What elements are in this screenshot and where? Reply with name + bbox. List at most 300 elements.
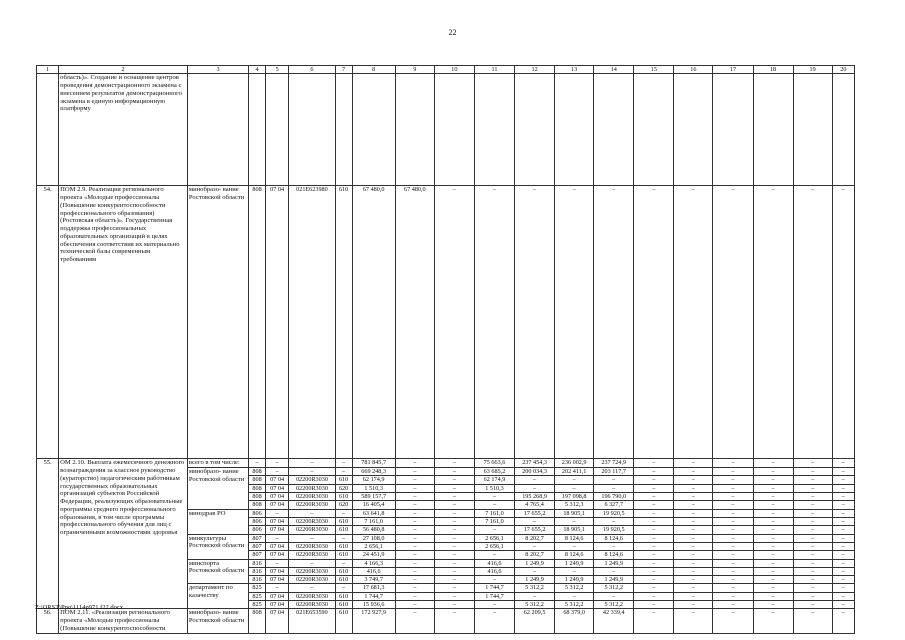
amount-cell: – (434, 592, 474, 600)
row-number-cell (37, 74, 59, 186)
budget-code-cell: 610 (335, 186, 352, 459)
amount-cell: – (634, 517, 674, 525)
amount-cell: 02200R3030 (289, 501, 335, 509)
amount-cell: – (634, 476, 674, 484)
budget-table (36, 65, 855, 634)
column-number-header: 16 (674, 66, 713, 74)
amount-cell: 8 124,6 (555, 551, 594, 559)
amount-cell: 1 249,9 (594, 559, 634, 567)
amount-cell: – (753, 551, 793, 559)
amount-cell: – (832, 584, 854, 592)
column-number-header: 11 (474, 66, 514, 74)
amount-cell: – (793, 542, 832, 550)
table-cell (555, 74, 594, 186)
amount-cell: – (434, 526, 474, 534)
amount-cell: 27 108,0 (352, 534, 395, 542)
amount-cell: 781 845,7 (352, 459, 395, 468)
amount-cell: 610 (335, 551, 352, 559)
budget-code-cell: 07 04 (266, 609, 289, 633)
amount-cell: – (634, 601, 674, 609)
amount-cell: – (634, 186, 674, 459)
amount-cell: – (793, 517, 832, 525)
amount-cell: 8 202,7 (515, 534, 555, 542)
amount-cell: – (634, 576, 674, 584)
amount-cell: – (832, 459, 854, 468)
amount-cell: – (634, 559, 674, 567)
amount-cell: – (832, 559, 854, 567)
amount-cell: 02200R3030 (289, 542, 335, 550)
amount-cell: 17 655,2 (515, 526, 555, 534)
amount-cell: 56 480,8 (352, 526, 395, 534)
amount-cell: – (515, 484, 555, 492)
amount-cell: – (335, 468, 352, 476)
amount-cell: – (753, 517, 793, 525)
budget-code-cell: 021E623980 (289, 186, 335, 459)
amount-cell: – (713, 534, 753, 542)
table-cell (634, 74, 674, 186)
row-number-cell: 54. (37, 186, 59, 459)
amount-cell: – (753, 186, 793, 459)
executor-cell: департамент по казачеству (187, 584, 248, 609)
amount-cell: 02200R3030 (289, 484, 335, 492)
table-cell (515, 74, 555, 186)
table-cell (594, 74, 634, 186)
amount-cell: – (474, 493, 514, 501)
amount-cell: 02200R3030 (289, 517, 335, 525)
amount-cell: – (793, 501, 832, 509)
amount-cell: 203 117,7 (594, 468, 634, 476)
amount-cell: – (674, 551, 713, 559)
amount-cell: – (753, 509, 793, 517)
amount-cell: – (753, 601, 793, 609)
amount-cell: – (753, 609, 793, 633)
amount-cell: – (395, 459, 434, 468)
executor-cell: минкультуры Ростовской области (187, 534, 248, 559)
amount-cell: – (634, 551, 674, 559)
amount-cell: – (753, 484, 793, 492)
amount-cell: 806 (249, 509, 266, 517)
amount-cell: – (832, 468, 854, 476)
amount-cell: – (555, 567, 594, 575)
amount-cell: 1 510,3 (352, 484, 395, 492)
amount-cell: 806 (249, 517, 266, 525)
amount-cell: – (674, 493, 713, 501)
amount-cell: 02200R3030 (289, 476, 335, 484)
amount-cell: – (793, 559, 832, 567)
amount-cell: – (474, 551, 514, 559)
amount-cell: – (753, 592, 793, 600)
amount-cell: – (832, 517, 854, 525)
amount-cell: 1 744,7 (352, 592, 395, 600)
amount-cell: 610 (335, 542, 352, 550)
amount-cell: 806 (249, 526, 266, 534)
amount-cell: 02200R3030 (289, 526, 335, 534)
amount-cell: – (713, 592, 753, 600)
amount-cell: – (793, 534, 832, 542)
amount-cell: 02200R3030 (289, 592, 335, 600)
amount-cell: – (674, 186, 713, 459)
column-number-header: 6 (289, 66, 335, 74)
amount-cell: 196 790,0 (594, 493, 634, 501)
amount-cell: 825 (249, 601, 266, 609)
amount-cell: – (289, 509, 335, 517)
amount-cell: 172 927,9 (352, 609, 395, 633)
table-cell (335, 74, 352, 186)
amount-cell: – (515, 567, 555, 575)
table-cell (434, 74, 474, 186)
amount-cell: – (793, 584, 832, 592)
amount-cell: 8 124,6 (555, 534, 594, 542)
amount-cell: 02200R3030 (289, 493, 335, 501)
amount-cell: 195 268,9 (515, 493, 555, 501)
column-number-header: 20 (832, 66, 854, 74)
table-cell (674, 74, 713, 186)
amount-cell: 807 (249, 542, 266, 550)
amount-cell: – (793, 468, 832, 476)
amount-cell: 17 655,2 (515, 509, 555, 517)
amount-cell: 8 124,6 (594, 551, 634, 559)
amount-cell: – (793, 476, 832, 484)
amount-cell: – (674, 576, 713, 584)
amount-cell: 816 (249, 567, 266, 575)
amount-cell: – (634, 542, 674, 550)
amount-cell: – (713, 484, 753, 492)
amount-cell: – (434, 493, 474, 501)
amount-cell: – (594, 517, 634, 525)
amount-cell: 620 (335, 501, 352, 509)
amount-cell: 669 248,3 (352, 468, 395, 476)
amount-cell: – (713, 609, 753, 633)
amount-cell: – (713, 542, 753, 550)
amount-cell: 07 04 (266, 517, 289, 525)
amount-cell: 610 (335, 567, 352, 575)
amount-cell: – (674, 542, 713, 550)
amount-cell: – (634, 609, 674, 633)
amount-cell: – (793, 526, 832, 534)
column-number-header: 8 (352, 66, 395, 74)
amount-cell: – (793, 567, 832, 575)
amount-cell: – (634, 493, 674, 501)
amount-cell: 75 663,6 (474, 459, 514, 468)
amount-cell: – (674, 468, 713, 476)
amount-cell: – (474, 186, 514, 459)
amount-cell: – (793, 576, 832, 584)
amount-cell: – (335, 459, 352, 468)
amount-cell: – (555, 542, 594, 550)
amount-cell: 7 161,0 (474, 509, 514, 517)
amount-cell: – (713, 468, 753, 476)
table-header-row (37, 66, 855, 74)
amount-cell: – (335, 534, 352, 542)
amount-cell: – (634, 534, 674, 542)
amount-cell: – (674, 534, 713, 542)
amount-cell: 5 312,3 (555, 501, 594, 509)
amount-cell: 197 098,8 (555, 493, 594, 501)
amount-cell: – (713, 559, 753, 567)
amount-cell: 07 04 (266, 484, 289, 492)
amount-cell: – (832, 592, 854, 600)
amount-cell: – (395, 526, 434, 534)
amount-cell: – (674, 509, 713, 517)
amount-cell: – (434, 509, 474, 517)
column-number-header: 9 (395, 66, 434, 74)
amount-cell: – (832, 526, 854, 534)
budget-code-cell: 07 04 (266, 186, 289, 459)
amount-cell: – (674, 484, 713, 492)
table-cell (832, 74, 854, 186)
amount-cell: – (555, 517, 594, 525)
amount-cell: – (266, 459, 289, 468)
amount-cell: 07 04 (266, 601, 289, 609)
amount-cell: 15 936,6 (352, 601, 395, 609)
amount-cell: – (832, 509, 854, 517)
amount-cell: 816 (249, 576, 266, 584)
amount-cell: – (434, 468, 474, 476)
amount-cell: 5 312,2 (555, 601, 594, 609)
amount-cell: 02200R3030 (289, 601, 335, 609)
footer-file-path: Z:\ORST\Ppo\1114p971.f22.docx (35, 604, 123, 611)
amount-cell: 237 454,3 (515, 459, 555, 468)
amount-cell: 4 765,4 (515, 501, 555, 509)
amount-cell: – (634, 468, 674, 476)
activity-name-cell: ОМ 2.10. Выплата ежемесячного денежного вознаграждения за классное руководство (кураторство) педагогическим работникам государственных образовательных организаций субъектов Российской Федерации, реализующих образовательные программы среднего профессионального образования, в том числе программы профессионального обучения для лиц с ограниченными возможностями здоровья (59, 459, 188, 609)
amount-cell: – (713, 584, 753, 592)
amount-cell: – (249, 459, 266, 468)
amount-cell: – (713, 493, 753, 501)
amount-cell: 07 04 (266, 493, 289, 501)
amount-cell: – (289, 559, 335, 567)
amount-cell: – (674, 526, 713, 534)
amount-cell: – (753, 526, 793, 534)
amount-cell: – (832, 493, 854, 501)
amount-cell: – (674, 584, 713, 592)
amount-cell: – (832, 609, 854, 633)
amount-cell: – (793, 592, 832, 600)
amount-cell: 24 451,9 (352, 551, 395, 559)
amount-cell: – (832, 484, 854, 492)
amount-cell: – (266, 559, 289, 567)
amount-cell: 07 04 (266, 476, 289, 484)
amount-cell: 4 166,3 (352, 559, 395, 567)
amount-cell: – (594, 484, 634, 492)
amount-cell: – (634, 509, 674, 517)
amount-cell: 5 312,2 (594, 601, 634, 609)
amount-cell: – (434, 601, 474, 609)
column-number-header: 7 (335, 66, 352, 74)
amount-cell: – (674, 517, 713, 525)
amount-cell: – (434, 567, 474, 575)
amount-cell: 1 249,9 (515, 576, 555, 584)
amount-cell: 07 04 (266, 551, 289, 559)
amount-cell: 1 249,9 (515, 559, 555, 567)
column-number-header: 1 (37, 66, 59, 74)
column-number-header: 3 (187, 66, 248, 74)
amount-cell: – (434, 609, 474, 633)
amount-cell: – (594, 542, 634, 550)
amount-cell: – (674, 601, 713, 609)
amount-cell: – (335, 509, 352, 517)
amount-cell: – (753, 476, 793, 484)
amount-cell: 02200R3030 (289, 551, 335, 559)
column-number-header: 5 (266, 66, 289, 74)
amount-cell: – (634, 592, 674, 600)
amount-cell: – (555, 484, 594, 492)
amount-cell: 808 (249, 468, 266, 476)
table-cell (249, 74, 266, 186)
executor-cell: минобразо- вание Ростовской области (187, 186, 248, 459)
budget-code-cell: 021E653590 (289, 609, 335, 633)
amount-cell: 62 209,5 (515, 609, 555, 633)
amount-cell: – (674, 459, 713, 468)
amount-cell: – (395, 567, 434, 575)
amount-cell: – (713, 476, 753, 484)
amount-cell: – (395, 576, 434, 584)
amount-cell: 5 312,2 (594, 584, 634, 592)
amount-cell: – (713, 601, 753, 609)
amount-cell: 02200R3030 (289, 576, 335, 584)
amount-cell: – (395, 542, 434, 550)
amount-cell: – (793, 493, 832, 501)
amount-cell: 416,6 (474, 567, 514, 575)
table-cell (793, 74, 832, 186)
amount-cell: 808 (249, 476, 266, 484)
amount-cell: – (674, 501, 713, 509)
row-number-cell: 55. (37, 459, 59, 609)
amount-cell: – (395, 501, 434, 509)
amount-cell: 62 174,9 (352, 476, 395, 484)
amount-cell: 63 685,2 (474, 468, 514, 476)
amount-cell: – (434, 501, 474, 509)
amount-cell: – (434, 476, 474, 484)
column-number-header: 15 (634, 66, 674, 74)
amount-cell: 19 920,5 (594, 509, 634, 517)
amount-cell: – (335, 559, 352, 567)
amount-cell: 18 905,1 (555, 509, 594, 517)
amount-cell: – (713, 501, 753, 509)
amount-cell: 825 (249, 584, 266, 592)
amount-cell: – (395, 551, 434, 559)
amount-cell: 1 249,9 (594, 576, 634, 584)
table-row (37, 74, 855, 186)
amount-cell: 610 (335, 576, 352, 584)
amount-cell: – (515, 476, 555, 484)
amount-cell: – (674, 567, 713, 575)
amount-cell: – (713, 459, 753, 468)
amount-cell: 416,6 (474, 559, 514, 567)
amount-cell: – (289, 584, 335, 592)
amount-cell: – (474, 501, 514, 509)
amount-cell: 1 510,3 (474, 484, 514, 492)
amount-cell: – (434, 534, 474, 542)
amount-cell: – (434, 542, 474, 550)
amount-cell: – (713, 576, 753, 584)
amount-cell: 610 (335, 517, 352, 525)
executor-cell: минобразо- вание Ростовской области (187, 468, 248, 510)
amount-cell: 1 249,9 (555, 576, 594, 584)
amount-cell: – (515, 542, 555, 550)
amount-cell: 808 (249, 493, 266, 501)
amount-cell: – (434, 186, 474, 459)
amount-cell: 2 656,1 (352, 542, 395, 550)
amount-cell: 416,6 (352, 567, 395, 575)
amount-cell: – (555, 476, 594, 484)
amount-cell: 7 161,0 (352, 517, 395, 525)
amount-cell: – (753, 576, 793, 584)
column-number-header: 19 (793, 66, 832, 74)
amount-cell: – (266, 468, 289, 476)
amount-cell: 7 161,0 (474, 517, 514, 525)
amount-cell: – (634, 501, 674, 509)
amount-cell: – (395, 559, 434, 567)
amount-cell: 808 (249, 484, 266, 492)
amount-cell: – (832, 186, 854, 459)
table-cell (266, 74, 289, 186)
amount-cell: 5 312,2 (515, 584, 555, 592)
amount-cell: 1 249,9 (555, 559, 594, 567)
amount-cell: 3 749,7 (352, 576, 395, 584)
amount-cell: – (674, 476, 713, 484)
executor-cell: минспорта Ростовской области (187, 559, 248, 584)
amount-cell: 8 202,7 (515, 551, 555, 559)
amount-cell: 620 (335, 484, 352, 492)
amount-cell: – (335, 584, 352, 592)
amount-cell: – (753, 542, 793, 550)
column-number-header: 10 (434, 66, 474, 74)
amount-cell: – (289, 468, 335, 476)
amount-cell: 07 04 (266, 576, 289, 584)
page-number: 22 (448, 28, 457, 37)
amount-cell: – (594, 476, 634, 484)
amount-cell: – (832, 542, 854, 550)
amount-cell: – (395, 534, 434, 542)
amount-cell: 07 04 (266, 526, 289, 534)
column-number-header: 4 (249, 66, 266, 74)
amount-cell: 610 (335, 493, 352, 501)
amount-cell: 237 724,9 (594, 459, 634, 468)
column-number-header: 14 (594, 66, 634, 74)
amount-cell: – (434, 459, 474, 468)
activity-name-cell: область)». Создание и оснащение центров проведения демонстрационного экзамена с внесением результатов демонстрационного экзамена в единую информационную платформу (59, 74, 188, 186)
amount-cell: – (793, 484, 832, 492)
amount-cell: – (753, 501, 793, 509)
amount-cell: – (793, 609, 832, 633)
amount-cell: – (793, 186, 832, 459)
amount-cell: 610 (335, 601, 352, 609)
activity-name-cell: ПОМ 2.9. Реализация регионального проекта «Молодые профессионалы (Повышение конкурентоспособности профессионального образования) (Ростовская область)». Государственная поддержка профессиональных образовательных организаций в целях обеспечения соответствия их материально технической базы современным требованиям (59, 186, 188, 459)
amount-cell: – (515, 186, 555, 459)
amount-cell: 07 04 (266, 592, 289, 600)
budget-code-cell: 808 (249, 186, 266, 459)
amount-cell: 2 656,1 (474, 542, 514, 550)
amount-cell: 236 002,9 (555, 459, 594, 468)
amount-cell: – (793, 459, 832, 468)
budget-code-cell: 610 (335, 609, 352, 633)
column-number-header: 13 (555, 66, 594, 74)
table-cell (352, 74, 395, 186)
table-cell (474, 74, 514, 186)
amount-cell: – (395, 517, 434, 525)
column-number-header: 2 (59, 66, 188, 74)
amount-cell: – (594, 592, 634, 600)
amount-cell: – (674, 559, 713, 567)
amount-cell: 200 034,3 (515, 468, 555, 476)
amount-cell: – (474, 609, 514, 633)
amount-cell: 8 124,6 (594, 534, 634, 542)
amount-cell: – (395, 493, 434, 501)
amount-cell: – (395, 592, 434, 600)
amount-cell: 1 744,7 (474, 584, 514, 592)
amount-cell: 02200R3030 (289, 567, 335, 575)
